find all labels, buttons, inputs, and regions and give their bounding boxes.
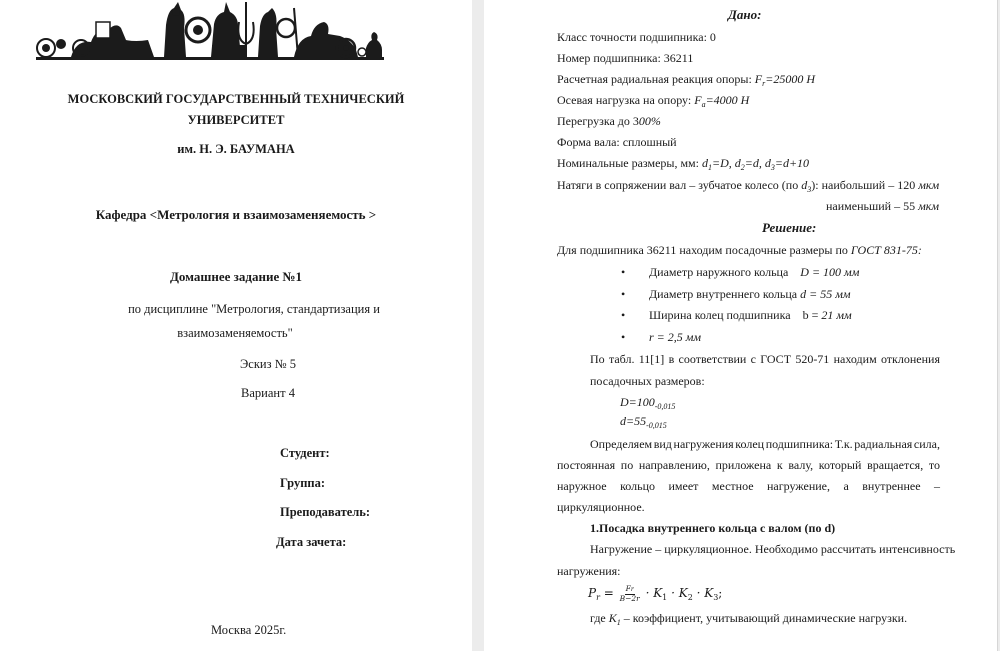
section1-title: 1.Посадка внутреннего кольца с валом (по d) bbox=[590, 521, 836, 535]
bullet-icon: • bbox=[621, 265, 626, 279]
fraction: $\frac{Fr}{B-2r}$ bbox=[619, 583, 640, 603]
given-overload: Перегрузка до 300% bbox=[557, 114, 661, 128]
given-bearing-number: Номер подшипника: 36211 bbox=[557, 51, 694, 65]
bullet-icon: • bbox=[621, 308, 626, 322]
solution-page: Дано: Класс точности подшипника: 0 Номер подшипника: 36211 Расчетная радиальная реакция опоры: $F_r=25000$ Н Осевая нагрузка на опору: $F_a=4000$ Н Перегрузка до 300% Форма вала: сплошный Номинальные размеры, мм: $d_1=D$, $d_2=d$, $d_3=d+10$ Натяги в сопряжении вал – зубчатое колесо (по $d_3$): наибольший – 120 мкм наименьший – 55 мкм Решение: Для подшипника 36211 находим посадочные размеры по ГОСТ 831-75: • Диаметр наружного кольца D = 100 мм • Диаметр внутреннего кольца d = 55 мм • Ширина колец подшипника b = 21 мм • r = 2,5 мм По табл. 11[1] в соответствии с ГОСТ 520-71 находим отклонения посадочных размеров: $D=100_{-0,015}$ $d=55_{-0,015}$ Определяем вид нагружения колец подшипника: Т.к. радиальная сила, постоянная по направлению, приложена к валу, который вращается, то наружное кольцо имеет местное нагружение, а внутреннее – циркуляционное. 1.Посадка внутреннего кольца с валом (по d) Нагружение – циркуляционное. Необходимо рассчитать интенсивность нагружения: $P_r$ = $\frac{Fr}{B-2r}$ · $K_1 \cdot K_2 \cdot K_3$; где $K_1$ – коэффициент, учитывающий динамические нагрузки. bbox=[484, 0, 998, 651]
teacher-label: Преподаватель: bbox=[280, 505, 371, 519]
solution-intro: Для подшипника 36211 находим посадочные размеры по ГОСТ 831-75: bbox=[557, 243, 922, 257]
university-name-line2: УНИВЕРСИТЕТ bbox=[187, 113, 285, 127]
where-k1-explanation: где $K_1$ – коэффициент, учитывающий динамические нагрузки. bbox=[590, 611, 908, 627]
discipline-line2: взаимозаменяемость" bbox=[177, 326, 293, 340]
deviation-d: $d=55_{-0,015}$ bbox=[620, 414, 667, 430]
solution-heading: Решение: bbox=[762, 220, 817, 235]
bullet-icon: • bbox=[621, 330, 626, 344]
sketch-number: Эскиз № 5 bbox=[240, 357, 296, 371]
loading-line4: циркуляционное. bbox=[557, 500, 645, 514]
given-interference-min: наименьший – 55 мкм bbox=[826, 199, 940, 213]
given-heading: Дано: bbox=[728, 7, 762, 22]
city-year: Москва 2025г. bbox=[211, 623, 287, 637]
student-label: Студент: bbox=[280, 446, 330, 460]
engraving-banner-image bbox=[36, 0, 384, 62]
table-ref-line2: посадочных размеров: bbox=[590, 374, 705, 388]
variant-number: Вариант 4 bbox=[241, 386, 295, 400]
department-name: Кафедра <Метрология и взаимозаменяемость > bbox=[95, 207, 377, 222]
given-accuracy-class: Класс точности подшипника: 0 bbox=[557, 30, 716, 44]
exam-date-label: Дата зачета: bbox=[276, 535, 347, 549]
loading-line1: Определяем вид нагружения колец подшипника: Т.к. радиальная сила, bbox=[590, 437, 940, 451]
university-name-line1: МОСКОВСКИЙ ГОСУДАРСТВЕННЫЙ ТЕХНИЧЕСКИЙ bbox=[67, 92, 405, 106]
given-interference-max: Натяги в сопряжении вал – зубчатое колесо (по $d_3$): наибольший – 120 мкм bbox=[557, 178, 940, 194]
assignment-title: Домашнее задание №1 bbox=[169, 269, 303, 284]
title-page bbox=[0, 0, 472, 651]
given-radial-reaction: Расчетная радиальная реакция опоры: $F_r=25000$ Н bbox=[557, 72, 816, 88]
group-label: Группа: bbox=[280, 476, 326, 490]
section1-line1: Нагружение – циркуляционное. Необходимо рассчитать интенсивность bbox=[590, 542, 956, 556]
loading-line2: постоянная по направлению, приложена к валу, который вращается, то bbox=[557, 458, 940, 472]
discipline-line1: по дисциплине "Метрология, стандартизация и bbox=[128, 302, 380, 316]
given-shaft-form: Форма вала: сплошный bbox=[557, 135, 677, 149]
deviation-D: $D=100_{-0,015}$ bbox=[620, 395, 676, 411]
section1-line2: нагружения: bbox=[557, 564, 621, 578]
table-ref-line1: По табл. 11[1] в соответствии с ГОСТ 520-71 находим отклонения bbox=[590, 352, 940, 366]
given-axial-load: Осевая нагрузка на опору: $F_a=4000$ Н bbox=[557, 93, 750, 109]
bullet-icon: • bbox=[621, 287, 626, 301]
intensity-formula: $P_r$ = $\frac{Fr}{B-2r}$ · $K_1 \cdot K_2 \cdot K_3$; bbox=[588, 583, 723, 603]
given-nominal-sizes: Номинальные размеры, мм: $d_1=D$, $d_2=d$, $d_3=d+10$ bbox=[557, 156, 810, 172]
university-name-line3: им. Н. Э. БАУМАНА bbox=[177, 142, 295, 156]
loading-line3: наружное кольцо имеет местное нагружение, а внутреннее – bbox=[557, 479, 940, 493]
